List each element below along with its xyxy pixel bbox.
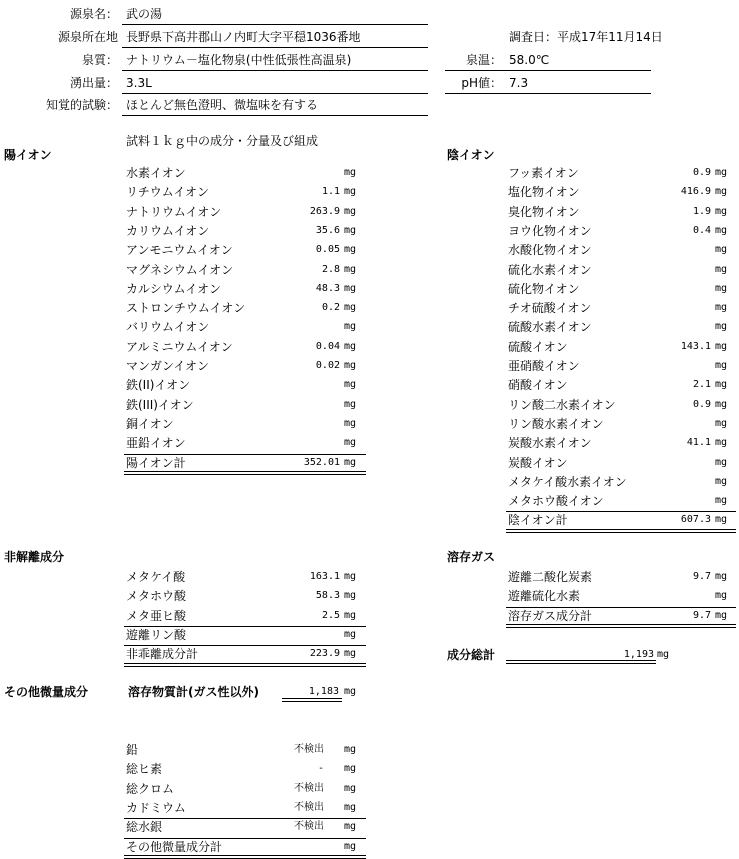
- list-item-unit: mg: [344, 282, 357, 294]
- list-item-unit: mg: [344, 801, 357, 813]
- list-item-unit: mg: [715, 263, 728, 275]
- list-item-unit: mg: [344, 360, 357, 371]
- list-item-unit: mg: [715, 302, 728, 314]
- list-item-value: 0.2: [321, 302, 340, 314]
- list-item-value: 0.4: [692, 224, 711, 236]
- list-item-value: 不検出: [294, 801, 324, 813]
- list-item-name: ヨウ化物イオン: [508, 223, 592, 238]
- list-item-name: 遊離二酸化炭素: [508, 570, 593, 584]
- list-item-value: 9.7: [692, 571, 711, 582]
- total-bottom-rule: [124, 471, 366, 475]
- list-item-name: カドミウム: [126, 800, 186, 815]
- list-item-value: 不検出: [294, 782, 324, 794]
- total-bottom-rule: [506, 529, 736, 533]
- list-item-name: バリウムイオン: [126, 320, 210, 335]
- total-label: 非乖離成分計: [126, 647, 199, 662]
- list-item-name: マンガンイオン: [126, 359, 210, 373]
- list-item-unit: mg: [715, 244, 728, 256]
- list-item-name: リン酸水素イオン: [508, 416, 604, 431]
- list-item-unit: mg: [344, 244, 357, 256]
- list-item-name: リン酸二水素イオン: [508, 397, 616, 412]
- list-item-unit: mg: [344, 379, 357, 391]
- location-value: 長野県下高井郡山ノ内町大字平穏1036番地: [126, 30, 361, 44]
- solids-rule: [282, 698, 342, 702]
- list-item-unit: mg: [715, 437, 728, 449]
- undissociated-title: 非解離成分: [4, 550, 65, 564]
- list-item-unit: mg: [715, 340, 728, 352]
- sample-title: 試料１ｋｇ中の成分・分量及び組成: [126, 134, 319, 148]
- list-item-name: チオ硫酸イオン: [508, 301, 592, 316]
- list-item-unit: mg: [715, 282, 728, 294]
- solids-value: 1,183: [308, 686, 339, 697]
- total-unit: mg: [715, 514, 728, 526]
- list-item-value: 不検出: [294, 744, 324, 755]
- list-item-unit: mg: [715, 417, 728, 429]
- list-item-unit: mg: [344, 167, 357, 178]
- list-item-name: 鉛: [126, 743, 139, 757]
- list-item-value: 0.9: [692, 167, 711, 178]
- list-item-name: マグネシウムイオン: [126, 262, 234, 277]
- list-item-value: 0.05: [315, 244, 340, 256]
- flow-label: 湧出量：: [69, 76, 118, 90]
- total-label: 陽イオン計: [126, 455, 186, 470]
- header-rule: [122, 93, 428, 94]
- list-item-name: 鉄(III)イオン: [126, 397, 194, 412]
- list-item-name: 硫酸水素イオン: [508, 320, 592, 335]
- list-item-name: カルシウムイオン: [126, 281, 221, 296]
- survey-date: 調査日：平成17年11月14日: [509, 30, 663, 44]
- flow-value: 3.3L: [126, 76, 152, 90]
- list-item-unit: mg: [715, 205, 728, 217]
- list-item-value: 35.6: [315, 224, 340, 236]
- list-item-value: 0.02: [315, 360, 340, 371]
- list-item-value: 0.04: [315, 340, 340, 352]
- list-item-unit: mg: [715, 571, 728, 582]
- list-item-name: 銅イオン: [126, 416, 174, 431]
- list-item-unit: mg: [344, 744, 357, 755]
- list-item-name: メタケイ酸: [126, 570, 186, 584]
- list-item-unit: mg: [344, 224, 357, 236]
- list-item-name: 硫化物イオン: [508, 281, 580, 296]
- list-item-name: メタケイ酸水素イオン: [508, 474, 627, 489]
- sense-value: ほとんど無色澄明、微塩味を有する: [126, 98, 319, 112]
- header-rule: [122, 24, 428, 25]
- list-item-unit: mg: [715, 456, 728, 468]
- list-item-value: 143.1: [680, 340, 711, 352]
- list-item-name: 亜硝酸イオン: [508, 359, 580, 373]
- list-item-value: 263.9: [309, 205, 340, 217]
- list-item-name: 炭酸水素イオン: [508, 436, 592, 451]
- list-item-value: 2.1: [692, 379, 711, 391]
- total-bottom-rule: [506, 624, 736, 628]
- list-item-unit: mg: [715, 167, 728, 178]
- list-item-unit: mg: [344, 763, 357, 775]
- header-rule: [122, 70, 428, 71]
- list-item-unit: mg: [344, 302, 357, 314]
- list-item-name: 鉄(II)イオン: [126, 378, 191, 393]
- total-label: 陰イオン計: [508, 513, 568, 528]
- total-value: 352.01: [303, 456, 340, 468]
- list-item-value: 58.3: [315, 590, 340, 602]
- ph-value: 7.3: [509, 76, 529, 90]
- list-item-value: -: [317, 763, 324, 775]
- total-value: 607.3: [680, 514, 711, 526]
- total-bottom-rule: [124, 855, 366, 859]
- list-item-unit: mg: [344, 590, 357, 602]
- ph-label: pH値：: [461, 76, 502, 90]
- grand-total-rule: [506, 660, 656, 664]
- cation-title: 陽イオン: [4, 148, 52, 162]
- gas-title: 溶存ガス: [447, 550, 496, 564]
- list-item-name: フッ素イオン: [508, 166, 579, 180]
- list-item-name: 硫化水素イオン: [508, 262, 592, 277]
- grand-total-value: 1,193: [623, 649, 654, 660]
- trace-title: その他微量成分: [4, 685, 89, 699]
- total-unit: mg: [715, 609, 728, 621]
- list-item-name: 遊離硫化水素: [508, 589, 581, 604]
- source-name-value: 武の湯: [126, 7, 163, 21]
- list-item-unit: mg: [344, 628, 357, 640]
- total-value: 223.9: [309, 648, 340, 660]
- list-item-name: 遊離リン酸: [126, 627, 187, 642]
- list-item-unit: mg: [715, 495, 728, 507]
- total-value: 9.7: [692, 609, 711, 621]
- location-label: 源泉所在地: [57, 30, 118, 44]
- list-item-unit: mg: [715, 379, 728, 391]
- list-item-unit: mg: [715, 475, 728, 487]
- list-item-unit: mg: [344, 340, 357, 352]
- temp-value: 58.0℃: [509, 53, 550, 67]
- quality-value: ナトリウム－塩化物泉(中性低張性高温泉): [126, 53, 352, 67]
- list-item-name: 硫酸イオン: [508, 339, 568, 354]
- list-item-unit: mg: [344, 321, 357, 333]
- list-item-unit: mg: [344, 571, 357, 582]
- list-item-value: 48.3: [315, 282, 340, 294]
- list-item-name: アルミニウムイオン: [126, 339, 233, 354]
- list-item-unit: mg: [715, 590, 728, 602]
- list-item-value: 不検出: [294, 821, 324, 833]
- list-item-unit: mg: [344, 437, 357, 449]
- list-item-name: 総ヒ素: [126, 762, 163, 777]
- header-rule: [445, 70, 651, 71]
- list-item-name: 臭化物イオン: [508, 204, 580, 219]
- anion-title: 陰イオン: [447, 148, 495, 162]
- list-item-name: 塩化物イオン: [508, 185, 580, 200]
- list-item-value: 0.9: [692, 398, 711, 410]
- list-item-name: 亜鉛イオン: [126, 436, 186, 451]
- list-item-name: ストロンチウムイオン: [126, 301, 246, 316]
- list-item-name: 水素イオン: [126, 166, 186, 180]
- grand-total-label: 成分総計: [447, 648, 496, 662]
- total-bottom-rule: [124, 663, 366, 667]
- list-item-value: 41.1: [686, 437, 711, 449]
- sense-label: 知覚的試験：: [45, 98, 118, 112]
- list-item-name: カリウムイオン: [126, 223, 210, 238]
- list-item-unit: mg: [715, 321, 728, 333]
- list-item-name: 炭酸イオン: [508, 455, 568, 470]
- list-item-name: メタ亜ヒ酸: [126, 608, 187, 623]
- solids-unit: mg: [344, 686, 357, 697]
- list-item-value: 416.9: [680, 186, 711, 198]
- total-label: 溶存ガス成分計: [508, 608, 593, 623]
- header-rule: [122, 115, 428, 116]
- list-item-unit: mg: [344, 417, 357, 429]
- list-item-value: 1.1: [321, 186, 340, 198]
- temp-label: 泉温：: [465, 53, 502, 67]
- header-rule: [445, 93, 651, 94]
- list-item-name: メタホウ酸イオン: [508, 494, 604, 509]
- quality-label: 泉質：: [81, 53, 118, 67]
- list-item-unit: mg: [344, 782, 357, 794]
- list-item-name: 総水銀: [126, 820, 163, 835]
- list-item-unit: mg: [715, 186, 728, 198]
- source-name-label: 源泉名：: [69, 7, 118, 21]
- total-unit: mg: [344, 456, 357, 468]
- total-unit: mg: [344, 840, 357, 852]
- list-item-unit: mg: [344, 609, 357, 621]
- list-item-name: 硝酸イオン: [508, 378, 568, 393]
- total-unit: mg: [344, 648, 357, 660]
- list-item-name: アンモニウムイオン: [126, 243, 233, 258]
- solids-label: 溶存物質計(ガス性以外): [128, 685, 259, 699]
- total-label: その他微量成分計: [126, 839, 223, 854]
- header-rule: [122, 47, 428, 48]
- list-item-unit: mg: [715, 398, 728, 410]
- list-item-value: 163.1: [309, 571, 340, 582]
- list-item-name: メタホウ酸: [126, 589, 187, 604]
- list-item-name: リチウムイオン: [126, 185, 210, 200]
- list-item-unit: mg: [715, 224, 728, 236]
- list-item-name: ナトリウムイオン: [126, 204, 222, 219]
- list-item-unit: mg: [344, 186, 357, 198]
- list-item-name: 総クロム: [126, 781, 175, 796]
- grand-total-unit: mg: [657, 649, 670, 660]
- list-item-unit: mg: [344, 821, 357, 833]
- list-item-unit: mg: [344, 263, 357, 275]
- list-item-value: 1.9: [692, 205, 711, 217]
- list-item-value: 2.5: [321, 609, 340, 621]
- list-item-unit: mg: [344, 205, 357, 217]
- list-item-unit: mg: [715, 360, 728, 371]
- list-item-unit: mg: [344, 398, 357, 410]
- list-item-value: 2.8: [321, 263, 340, 275]
- list-item-name: 水酸化物イオン: [508, 243, 592, 258]
